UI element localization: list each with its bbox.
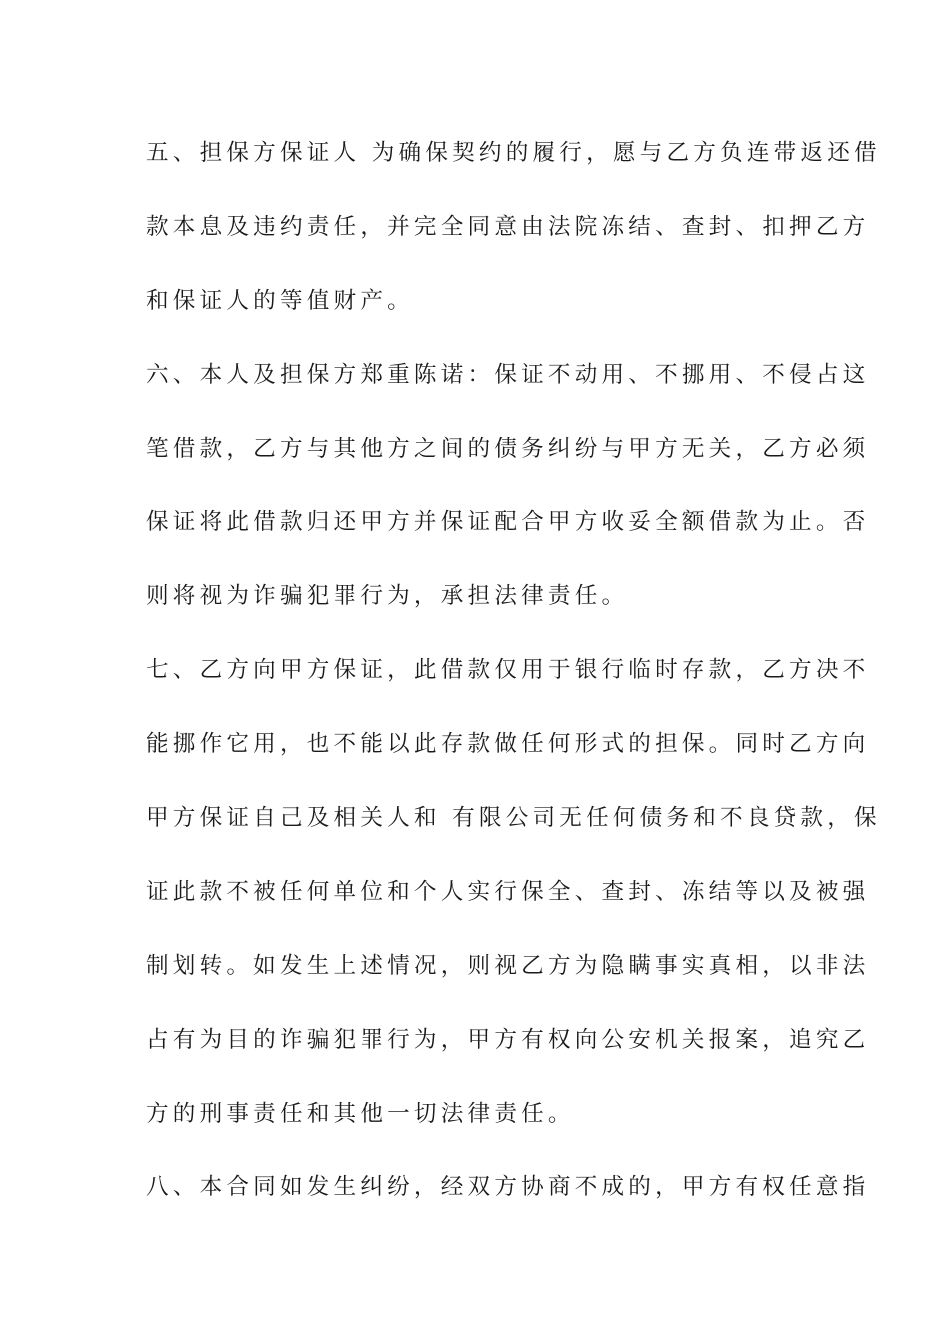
text-line: 款本息及违约责任，并完全同意由法院冻结、查封、扣押乙方	[146, 213, 870, 240]
text-line: 能挪作它用，也不能以此存款做任何形式的担保。同时乙方向	[146, 731, 870, 758]
text-line: 和保证人的等值财产。	[146, 287, 414, 314]
text-line: 制划转。如发生上述情况，则视乙方为隐瞒事实真相，以非法	[146, 952, 870, 979]
text-line: 甲方保证自己及相关人和 有限公司无任何债务和不良贷款，保	[146, 805, 881, 832]
text-line: 则将视为诈骗犯罪行为，承担法律责任。	[146, 583, 629, 610]
text-line: 八、本合同如发生纠纷，经双方协商不成的，甲方有权任意指	[146, 1174, 870, 1201]
text-line: 占有为目的诈骗犯罪行为，甲方有权向公安机关报案，追究乙	[146, 1026, 870, 1053]
contract-text	[146, 128, 881, 1236]
text-line: 方的刑事责任和其他一切法律责任。	[146, 1100, 575, 1127]
text-line: 六、本人及担保方郑重陈诺：保证不动用、不挪用、不侵占这	[146, 361, 870, 388]
text-line: 五、担保方保证人 为确保契约的履行，愿与乙方负连带返还借	[146, 140, 881, 166]
text-line: 保证将此借款归还甲方并保证配合甲方收妥全额借款为止。否	[146, 509, 870, 536]
text-line: 证此款不被任何单位和个人实行保全、查封、冻结等以及被强	[146, 878, 870, 905]
text-line: 七、乙方向甲方保证，此借款仅用于银行临时存款，乙方决不	[146, 657, 870, 684]
text-line: 笔借款，乙方与其他方之间的债务纠纷与甲方无关，乙方必须	[146, 435, 870, 462]
